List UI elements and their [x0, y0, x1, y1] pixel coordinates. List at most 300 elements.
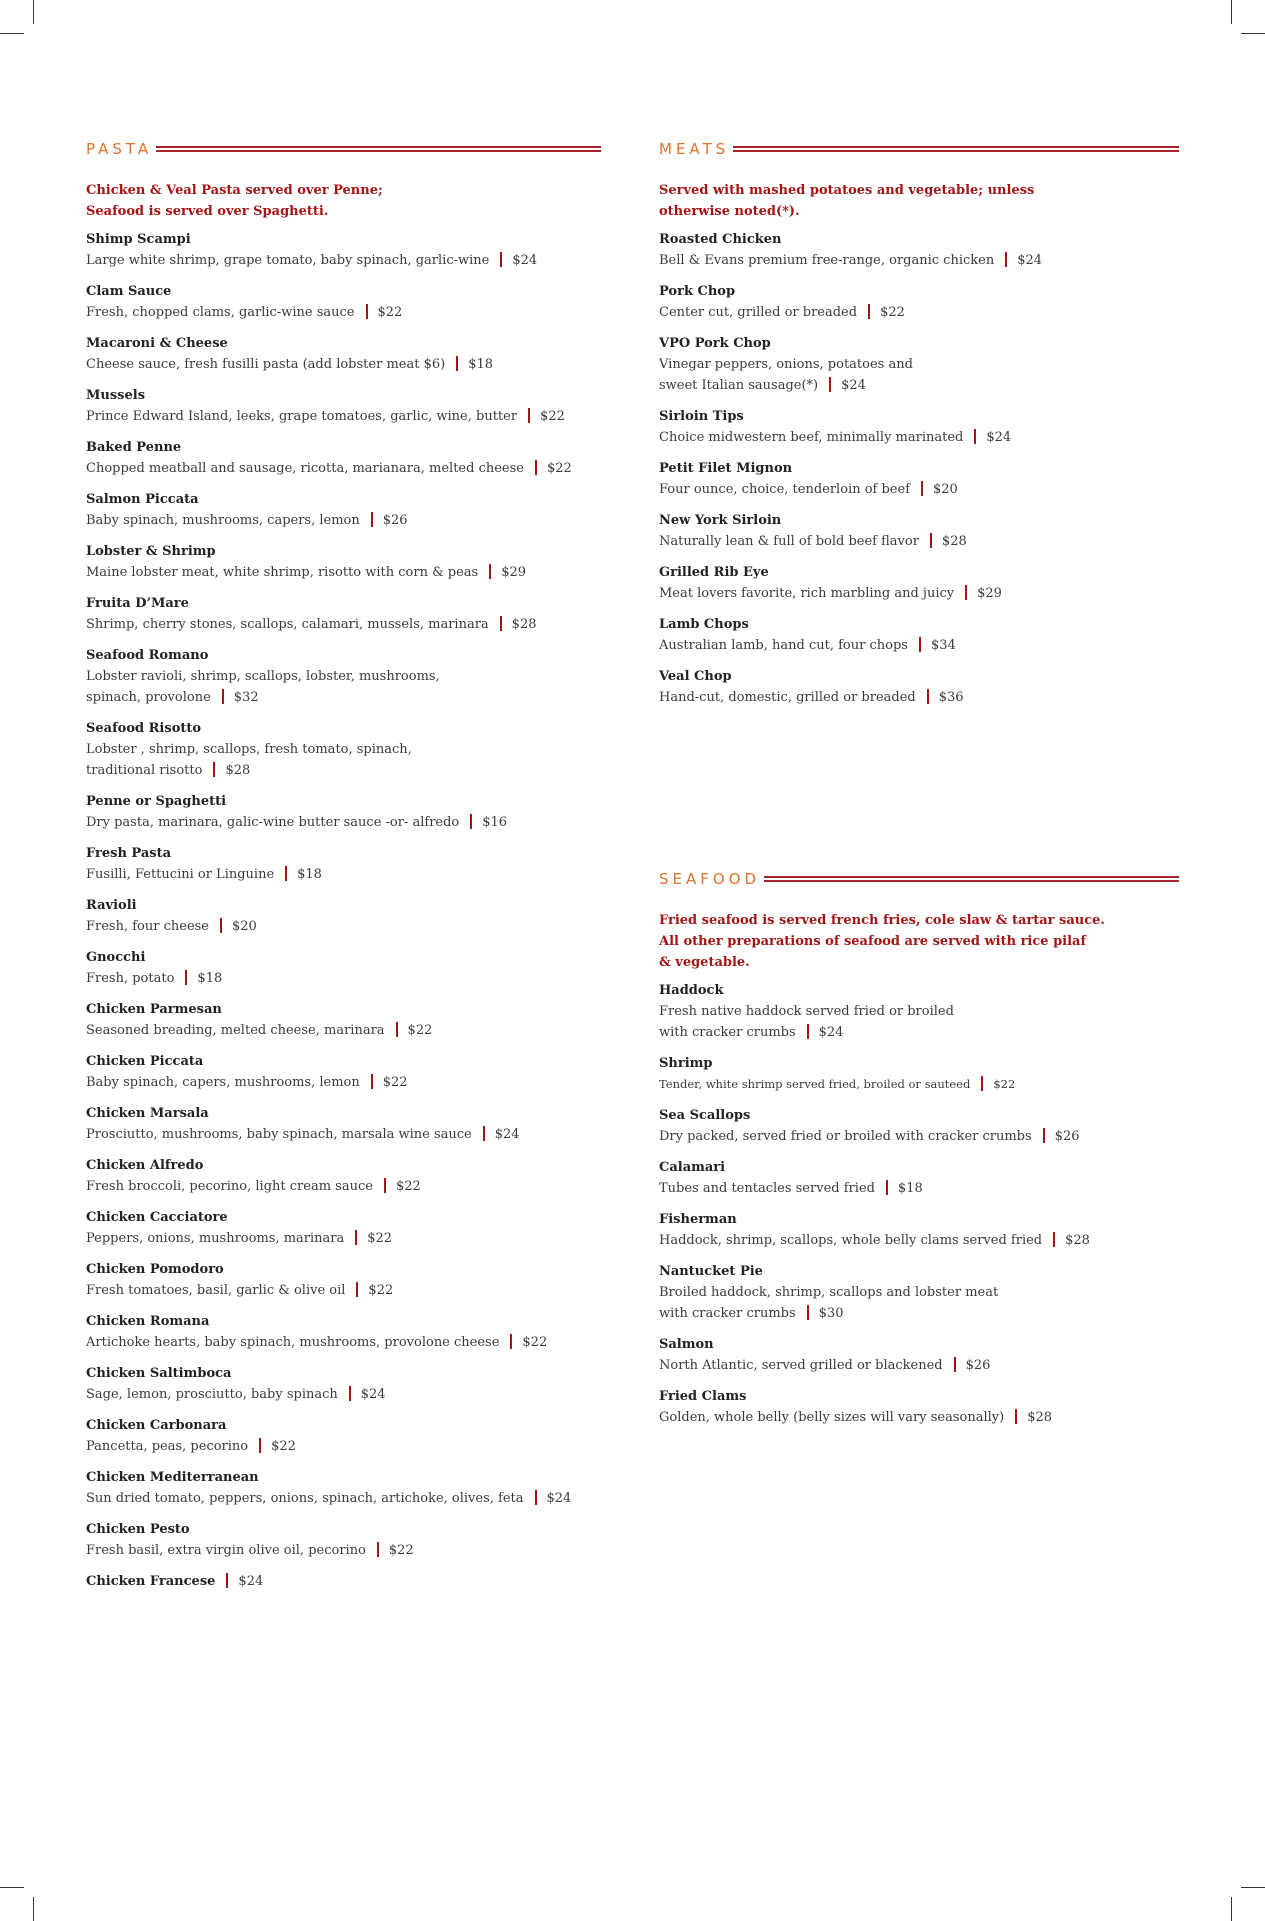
description-text: Shrimp, cherry stones, scallops, calamari, mussels, marinara: [86, 617, 489, 632]
description-text: Center cut, grilled or breaded: [659, 305, 858, 320]
description-line: [86, 510, 601, 531]
item-description: [659, 1178, 1179, 1199]
price-separator: [220, 918, 222, 933]
meats-items: [659, 230, 1179, 708]
item-price: $24: [512, 253, 538, 268]
item-price: $26: [965, 1358, 991, 1373]
description-line: [659, 687, 1179, 708]
item-name: Chicken Romana: [86, 1314, 210, 1329]
item-price: $34: [930, 638, 956, 653]
description-line: [659, 1230, 1179, 1251]
description-line: [86, 1488, 601, 1509]
note-line: Chicken & Veal Pasta served over Penne;: [86, 183, 383, 198]
menu-item-veal-chop: [659, 667, 1179, 708]
item-name: Grilled Rib Eye: [659, 565, 769, 580]
menu-item-fisherman: [659, 1210, 1179, 1251]
note-line: All other preparations of seafood are served with rice pilaf: [659, 934, 1087, 949]
description-text: Baby spinach, capers, mushrooms, lemon: [86, 1075, 360, 1090]
item-description: [659, 479, 1179, 500]
item-name: Petit Filet Mignon: [659, 461, 793, 476]
item-name: Sirloin Tips: [659, 409, 744, 424]
meats-note: [659, 180, 1179, 222]
item-price: $22: [368, 1283, 394, 1298]
item-price: $30: [818, 1306, 844, 1321]
item-name: Chicken Pesto: [86, 1522, 190, 1537]
seafood-items: [659, 981, 1179, 1428]
item-price: $24: [238, 1574, 264, 1589]
description-line: [86, 250, 601, 271]
price-separator: [371, 512, 373, 527]
menu-item-salmon: [659, 1335, 1179, 1376]
price-separator: [528, 408, 530, 423]
price-separator: [974, 429, 976, 444]
menu-item-shimp-scampi: [86, 230, 601, 271]
item-description: [659, 1282, 1179, 1324]
item-name: Chicken Parmesan: [86, 1002, 222, 1017]
item-price: $22: [382, 1075, 408, 1090]
description-line: [659, 479, 1179, 500]
menu-item-chicken-piccata: [86, 1052, 601, 1093]
price-separator: [377, 1542, 379, 1557]
item-name: VPO Pork Chop: [659, 336, 771, 351]
price-separator: [510, 1334, 512, 1349]
price-separator: [355, 1230, 357, 1245]
menu-item-lamb-chops: [659, 615, 1179, 656]
item-price: $26: [1054, 1129, 1080, 1144]
section-rule: [156, 146, 601, 152]
item-name: Chicken Carbonara: [86, 1418, 227, 1433]
item-description: [86, 614, 601, 635]
item-price: $18: [297, 867, 322, 882]
menu-item-baked-penne: [86, 438, 601, 479]
description-text: Fresh basil, extra virgin olive oil, pecorino: [86, 1543, 366, 1558]
item-name: Shimp Scampi: [86, 232, 191, 247]
item-description: [86, 1384, 601, 1405]
menu-item-fruita-d-mare: [86, 594, 601, 635]
item-name: Baked Penne: [86, 440, 182, 455]
item-description: [86, 1228, 601, 1249]
item-price: $28: [1065, 1233, 1090, 1248]
price-separator: [259, 1438, 261, 1453]
pasta-items: [86, 230, 601, 1561]
item-price: $28: [511, 617, 537, 632]
description-line: Fresh native haddock served fried or broiled: [659, 1004, 954, 1019]
description-text: Chopped meatball and sausage, ricotta, marianara, melted cheese: [86, 461, 524, 476]
menu-item-petit-filet-mignon: [659, 459, 1179, 500]
menu-item-chicken-mediterranean: [86, 1468, 601, 1509]
description-text: with cracker crumbs: [659, 1025, 796, 1040]
item-description: [659, 1407, 1179, 1428]
price-separator: [470, 814, 472, 829]
item-name: Salmon: [659, 1337, 714, 1352]
item-price: $20: [933, 482, 958, 497]
menu-item-chicken-cacciatore: [86, 1208, 601, 1249]
section-rule: [764, 876, 1179, 882]
description-text: Australian lamb, hand cut, four chops: [659, 638, 908, 653]
note-line: Served with mashed potatoes and vegetable; unless: [659, 183, 1035, 198]
description-line: Lobster , shrimp, scallops, fresh tomato, spinach,: [86, 742, 412, 757]
description-text: Pancetta, peas, pecorino: [86, 1439, 249, 1454]
item-description: [86, 1020, 601, 1041]
item-description: [659, 302, 1179, 323]
item-name: Penne or Spaghetti: [86, 794, 227, 809]
item-description: [86, 510, 601, 531]
price-separator: [807, 1024, 809, 1039]
description-line: [86, 1228, 601, 1249]
item-price: $22: [367, 1231, 393, 1246]
price-separator: [1015, 1409, 1017, 1424]
description-text: Prince Edward Island, leeks, grape tomatoes, garlic, wine, butter: [86, 409, 518, 424]
description-text: Peppers, onions, mushrooms, marinara: [86, 1231, 345, 1246]
item-name: Chicken Marsala: [86, 1106, 209, 1121]
price-separator: [456, 356, 458, 371]
note-line: Fried seafood is served french fries, cole slaw & tartar sauce.: [659, 913, 1105, 928]
meats-title: MEATS: [659, 140, 730, 158]
item-price: $22: [271, 1439, 296, 1454]
price-separator: [921, 481, 923, 496]
menu-item-chicken-romana: [86, 1312, 601, 1353]
item-name: Nantucket Pie: [659, 1264, 763, 1279]
description-line: [86, 1332, 601, 1353]
item-name: Sea Scallops: [659, 1108, 751, 1123]
price-separator: [868, 304, 870, 319]
menu-item-seafood-romano: [86, 646, 601, 708]
description-text: Baby spinach, mushrooms, capers, lemon: [86, 513, 360, 528]
seafood-section: [659, 866, 1179, 1439]
description-text: sweet Italian sausage(*): [659, 378, 819, 393]
item-price: $18: [897, 1181, 923, 1196]
menu-item-chicken-marsala: [86, 1104, 601, 1145]
description-text: Maine lobster meat, white shrimp, risotto with corn & peas: [86, 565, 479, 580]
description-line: [86, 864, 601, 885]
description-text: Tender, white shrimp served fried, broiled or sauteed: [659, 1077, 971, 1091]
description-line: [86, 406, 601, 427]
item-price: $24: [494, 1127, 520, 1142]
price-separator: [483, 1126, 485, 1141]
description-text: Seasoned breading, melted cheese, marinara: [86, 1023, 385, 1038]
menu-item-salmon-piccata: [86, 490, 601, 531]
description-line: [659, 635, 1179, 656]
crop-mark: [1241, 1887, 1265, 1888]
seafood-header: [659, 866, 1179, 892]
item-price: $28: [1027, 1410, 1053, 1425]
item-description: [659, 354, 1179, 396]
item-description: [659, 1074, 1179, 1095]
item-price: $22: [407, 1023, 433, 1038]
item-price: $22: [395, 1179, 421, 1194]
description-line: [659, 302, 1179, 323]
item-description: [659, 250, 1179, 271]
meats-section: [659, 136, 1179, 719]
description-text: Hand-cut, domestic, grilled or breaded: [659, 690, 916, 705]
item-name: Fresh Pasta: [86, 846, 172, 861]
description-line: [659, 1303, 1179, 1324]
item-price: $22: [377, 305, 403, 320]
price-separator: [489, 564, 491, 579]
description-text: Fusilli, Fettucini or Linguine: [86, 867, 275, 882]
item-description: [659, 635, 1179, 656]
description-line: [86, 562, 601, 583]
item-description: [659, 1355, 1179, 1376]
description-text: Fresh tomatoes, basil, garlic & olive oil: [86, 1283, 346, 1298]
item-description: [659, 1230, 1179, 1251]
description-line: [86, 1176, 601, 1197]
item-price: $16: [482, 815, 508, 830]
item-description: [86, 1176, 601, 1197]
price-separator: [1053, 1232, 1055, 1247]
menu-item-clam-sauce: [86, 282, 601, 323]
description-text: Cheese sauce, fresh fusilli pasta (add lobster meat $6): [86, 357, 446, 372]
menu-item-gnocchi: [86, 948, 601, 989]
item-name: Chicken Mediterranean: [86, 1470, 259, 1485]
price-separator: [384, 1178, 386, 1193]
description-text: Tubes and tentacles served fried: [659, 1181, 875, 1196]
menu-item-haddock: [659, 981, 1179, 1043]
menu-item-chicken-pesto: [86, 1520, 601, 1561]
meats-header: [659, 136, 1179, 162]
menu-item-seafood-risotto: [86, 719, 601, 781]
description-text: Haddock, shrimp, scallops, whole belly clams served fried: [659, 1233, 1043, 1248]
item-name: Haddock: [659, 983, 724, 998]
item-name: Fruita D’Mare: [86, 596, 189, 611]
item-name: Chicken Francese: [86, 1574, 216, 1589]
menu-item-vpo-pork-chop: [659, 334, 1179, 396]
item-description: [86, 302, 601, 323]
description-line: [659, 1074, 1179, 1095]
item-name: Lobster & Shrimp: [86, 544, 216, 559]
description-text: Artichoke hearts, baby spinach, mushrooms, provolone cheese: [86, 1335, 500, 1350]
description-line: [86, 1020, 601, 1041]
item-name: Roasted Chicken: [659, 232, 782, 247]
item-name: Shrimp: [659, 1056, 713, 1071]
note-line: otherwise noted(*).: [659, 204, 800, 219]
item-name: Seafood Risotto: [86, 721, 202, 736]
crop-mark: [33, 1897, 34, 1921]
description-text: Fresh, potato: [86, 971, 175, 986]
price-separator: [285, 866, 287, 881]
item-price: $22: [993, 1077, 1016, 1091]
description-text: Naturally lean & full of bold beef flavor: [659, 534, 919, 549]
menu-item-calamari: [659, 1158, 1179, 1199]
menu-item-pork-chop: [659, 282, 1179, 323]
price-separator: [1005, 252, 1007, 267]
description-line: [659, 1355, 1179, 1376]
menu-item-roasted-chicken: [659, 230, 1179, 271]
item-price: $36: [938, 690, 964, 705]
description-text: Sage, lemon, prosciutto, baby spinach: [86, 1387, 338, 1402]
item-description: [86, 406, 601, 427]
price-separator: [965, 585, 967, 600]
description-line: Broiled haddock, shrimp, scallops and lobster meat: [659, 1285, 999, 1300]
menu-item-macaroni-cheese: [86, 334, 601, 375]
item-name: Chicken Alfredo: [86, 1158, 204, 1173]
description-line: [86, 302, 601, 323]
item-price: $20: [232, 919, 257, 934]
menu-item-chicken-pomodoro: [86, 1260, 601, 1301]
menu-item-mussels: [86, 386, 601, 427]
description-line: [86, 354, 601, 375]
price-separator: [535, 1490, 537, 1505]
price-separator: [349, 1386, 351, 1401]
description-line: [659, 1178, 1179, 1199]
price-separator: [366, 304, 368, 319]
menu-item-fresh-pasta: [86, 844, 601, 885]
price-separator: [371, 1074, 373, 1089]
description-line: [86, 458, 601, 479]
menu-item-chicken-alfredo: [86, 1156, 601, 1197]
description-text: Bell & Evans premium free-range, organic chicken: [659, 253, 995, 268]
description-line: [86, 1124, 601, 1145]
description-text: Four ounce, choice, tenderloin of beef: [659, 482, 910, 497]
crop-mark: [0, 33, 24, 34]
item-name: Fried Clams: [659, 1389, 747, 1404]
item-name: Calamari: [659, 1160, 726, 1175]
item-price: $24: [986, 430, 1012, 445]
price-separator: [535, 460, 537, 475]
description-text: Choice midwestern beef, minimally marinated: [659, 430, 964, 445]
menu-item-shrimp: [659, 1054, 1179, 1095]
menu-item-fried-clams: [659, 1387, 1179, 1428]
description-line: [86, 968, 601, 989]
description-line: [659, 1126, 1179, 1147]
pasta-section: [86, 136, 601, 1614]
item-description: [86, 1332, 601, 1353]
pasta-title: PASTA: [86, 140, 153, 158]
crop-mark: [33, 0, 34, 24]
item-name: Pork Chop: [659, 284, 736, 299]
item-description: [86, 666, 601, 708]
item-description: [86, 1436, 601, 1457]
item-price: $18: [197, 971, 223, 986]
item-name: Chicken Cacciatore: [86, 1210, 228, 1225]
note-line: & vegetable.: [659, 955, 750, 970]
note-line: Seafood is served over Spaghetti.: [86, 204, 329, 219]
description-line: Vinegar peppers, onions, potatoes and: [659, 357, 913, 372]
item-name: Salmon Piccata: [86, 492, 199, 507]
item-name: Clam Sauce: [86, 284, 172, 299]
item-description: [86, 250, 601, 271]
item-description: [659, 583, 1179, 604]
description-text: traditional risotto: [86, 763, 203, 778]
description-text: Dry pasta, marinara, galic-wine butter sauce -or- alfredo: [86, 815, 460, 830]
item-description: [86, 968, 601, 989]
menu-item-ravioli: [86, 896, 601, 937]
item-name: Chicken Saltimboca: [86, 1366, 232, 1381]
description-text: Large white shrimp, grape tomato, baby spinach, garlic-wine: [86, 253, 490, 268]
item-price: $28: [941, 534, 967, 549]
price-separator: [930, 533, 932, 548]
price-separator: [396, 1022, 398, 1037]
seafood-note: [659, 910, 1179, 973]
description-line: [86, 812, 601, 833]
description-line: [659, 375, 1179, 396]
description-text: Sun dried tomato, peppers, onions, spinach, artichoke, olives, feta: [86, 1491, 524, 1506]
item-price: $22: [540, 409, 565, 424]
item-description: [86, 1124, 601, 1145]
description-text: Fresh, chopped clams, garlic-wine sauce: [86, 305, 355, 320]
description-line: [659, 1407, 1179, 1428]
description-text: with cracker crumbs: [659, 1306, 796, 1321]
item-price: $22: [388, 1543, 414, 1558]
item-name: New York Sirloin: [659, 513, 782, 528]
description-line: [659, 531, 1179, 552]
crop-mark: [0, 1887, 24, 1888]
item-name: Veal Chop: [659, 669, 732, 684]
item-price: $22: [546, 461, 572, 476]
item-description: [86, 1540, 601, 1561]
description-text: Dry packed, served fried or broiled with cracker crumbs: [659, 1129, 1032, 1144]
item-price: $24: [360, 1387, 386, 1402]
crop-mark: [1231, 1897, 1232, 1921]
item-description: [86, 739, 601, 781]
price-separator: [226, 1573, 228, 1588]
description-line: Lobster ravioli, shrimp, scallops, lobster, mushrooms,: [86, 669, 440, 684]
item-price: $28: [225, 763, 251, 778]
description-text: Golden, whole belly (belly sizes will vary seasonally): [659, 1410, 1005, 1425]
item-price: $29: [977, 586, 1002, 601]
item-price: $29: [501, 565, 527, 580]
item-description: [659, 1001, 1179, 1043]
item-description: [659, 531, 1179, 552]
description-line: [86, 1436, 601, 1457]
description-line: [86, 760, 601, 781]
item-price: $22: [522, 1335, 548, 1350]
description-text: North Atlantic, served grilled or blackened: [659, 1358, 943, 1373]
item-description: [659, 687, 1179, 708]
item-description: [86, 1488, 601, 1509]
description-line: [86, 687, 601, 708]
description-text: Meat lovers favorite, rich marbling and juicy: [659, 586, 955, 601]
item-description: [659, 1126, 1179, 1147]
description-line: [86, 916, 601, 937]
menu-item-sea-scallops: [659, 1106, 1179, 1147]
menu-item-sirloin-tips: [659, 407, 1179, 448]
price-separator: [919, 637, 921, 652]
item-description: [86, 562, 601, 583]
price-separator: [927, 689, 929, 704]
price-separator: [222, 689, 224, 704]
item-description: [86, 354, 601, 375]
menu-item-chicken-parmesan: [86, 1000, 601, 1041]
menu-item-lobster-shrimp: [86, 542, 601, 583]
description-text: spinach, provolone: [86, 690, 211, 705]
menu-item-penne-or-spaghetti: [86, 792, 601, 833]
pasta-note: [86, 180, 601, 222]
item-price: $32: [233, 690, 259, 705]
description-line: [659, 427, 1179, 448]
description-line: [86, 614, 601, 635]
item-description: [86, 864, 601, 885]
description-line: [86, 1384, 601, 1405]
price-separator: [500, 616, 502, 631]
description-line: [659, 250, 1179, 271]
item-price: $24: [841, 378, 866, 393]
item-name: Ravioli: [86, 898, 137, 913]
price-separator: [954, 1357, 956, 1372]
pasta-header: [86, 136, 601, 162]
description-text: Fresh broccoli, pecorino, light cream sauce: [86, 1179, 373, 1194]
item-price: $18: [468, 357, 494, 372]
item-name: Macaroni & Cheese: [86, 336, 228, 351]
item-price: $24: [818, 1025, 844, 1040]
price-separator: [185, 970, 187, 985]
seafood-title: SEAFOOD: [659, 870, 761, 888]
menu-item-grilled-rib-eye: [659, 563, 1179, 604]
description-line: [659, 583, 1179, 604]
menu-item-chicken-francese: [86, 1572, 601, 1592]
item-description: [86, 916, 601, 937]
item-price: $22: [880, 305, 905, 320]
